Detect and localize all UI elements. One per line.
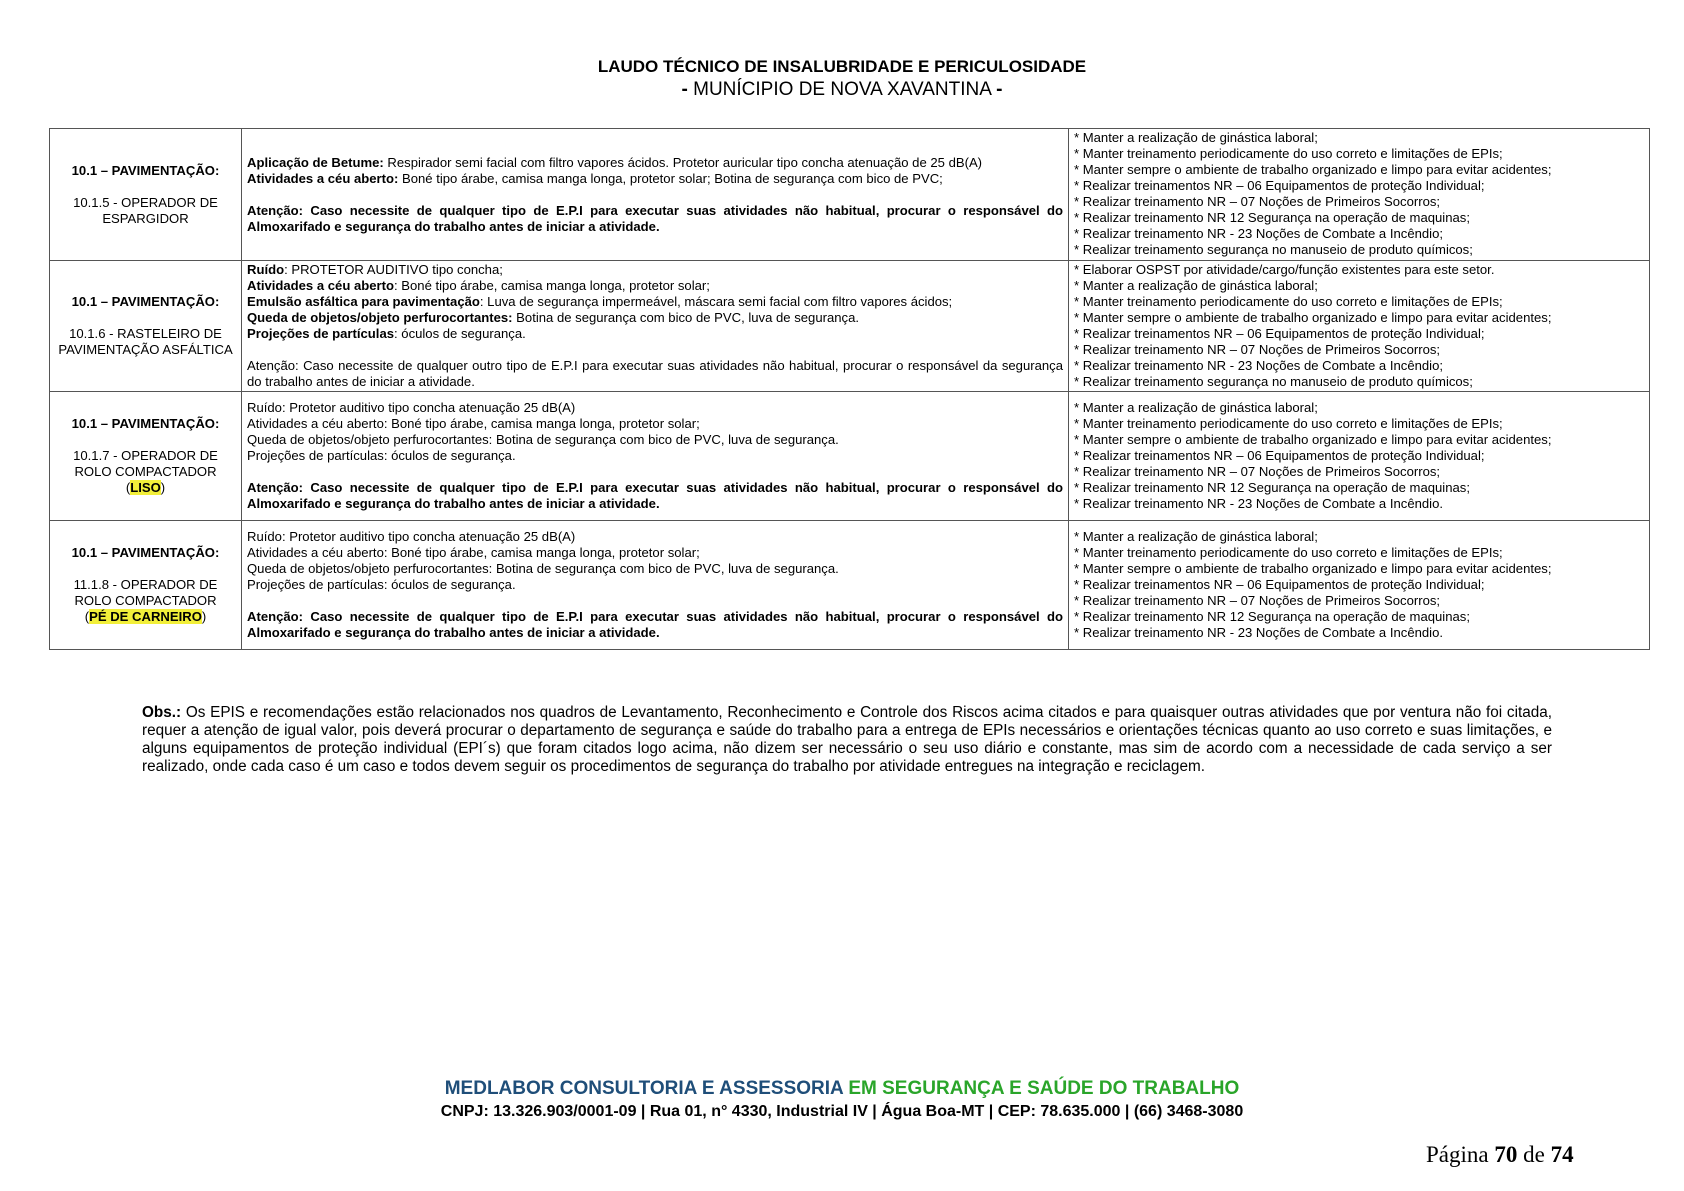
table-row [50, 392, 1650, 521]
recommendations-cell [1069, 521, 1650, 650]
epi-item: Atividades a céu aberto: Boné tipo árabe, camisa manga longa, protetor solar; Botina de segurança com bico de PVC; [247, 170, 943, 186]
recommendation-item: * Realizar treinamento NR 12 Segurança na operação de maquinas; [1074, 480, 1470, 495]
sector-label: 10.1 – PAVIMENTAÇÃO: [71, 416, 220, 431]
recommendations-cell [1069, 129, 1650, 261]
recommendation-item: * Realizar treinamento NR - 23 Noções de Combate a Incêndio; [1074, 226, 1443, 241]
function-name: 10.1.5 - OPERADOR DE [73, 194, 218, 210]
epi-item: Queda de objetos/objeto perfurocortantes: Botina de segurança com bico de PVC, luva de segurança. [247, 310, 860, 325]
epi-item: Ruído: Protetor auditivo tipo concha atenuação 25 dB(A) [247, 400, 576, 415]
recommendation-item: * Realizar treinamento NR – 07 Noções de Primeiros Socorros; [1074, 194, 1441, 209]
page-separator: de [1517, 1142, 1551, 1167]
recommendations-cell [1069, 392, 1650, 521]
table-row [50, 261, 1650, 392]
page-number [1426, 1142, 1636, 1168]
epi-cell [242, 261, 1069, 392]
function-cell [50, 261, 242, 392]
recommendation-item: * Manter sempre o ambiente de trabalho organizado e limpo para evitar acidentes; [1074, 561, 1552, 576]
company-address: CNPJ: 13.326.903/0001-09 | Rua 01, n° 4330, Industrial IV | Água Boa-MT | CEP: 78.635.000 | (66) 3468-3080 [440, 1103, 1244, 1120]
recommendation-item: * Realizar treinamento segurança no manuseio de produto químicos; [1074, 374, 1473, 389]
epi-cell [242, 129, 1069, 261]
epi-item: Projeções de partículas: óculos de segurança. [247, 577, 516, 592]
document-footer [0, 1077, 1684, 1123]
epi-cell [242, 521, 1069, 650]
function-name: ESPARGIDOR [102, 210, 189, 226]
epi-item: Atividades a céu aberto: Boné tipo árabe, camisa manga longa, protetor solar; [247, 278, 710, 293]
recommendation-item: * Manter treinamento periodicamente do uso correto e limitações de EPIs; [1074, 545, 1503, 560]
recommendation-item: * Realizar treinamento NR – 07 Noções de Primeiros Socorros; [1074, 593, 1441, 608]
epi-item: Projeções de partículas: óculos de segurança. [247, 448, 516, 463]
recommendation-item: * Manter a realização de ginástica laboral; [1074, 130, 1318, 145]
recommendation-item: * Manter sempre o ambiente de trabalho organizado e limpo para evitar acidentes; [1074, 162, 1552, 177]
recommendation-item: * Elaborar OSPST por atividade/cargo/função existentes para este setor. [1074, 262, 1495, 277]
recommendation-item: * Realizar treinamento NR – 07 Noções de Primeiros Socorros; [1074, 464, 1441, 479]
epi-item: Queda de objetos/objeto perfurocortantes: Botina de segurança com bico de PVC, luva de segurança. [247, 432, 839, 447]
recommendation-item: * Realizar treinamento segurança no manuseio de produto químicos; [1074, 242, 1473, 257]
recommendation-item: * Realizar treinamento NR - 23 Noções de Combate a Incêndio; [1074, 358, 1443, 373]
epi-item: Aplicação de Betume: Respirador semi facial com filtro vapores ácidos. Protetor auricular tipo concha atenuação de 25 dB(A) [247, 154, 983, 170]
attention-note: Atenção: Caso necessite de qualquer tipo de E.P.I para executar suas atividades não habitual, procurar o responsável do Almoxarifado e segurança do trabalho antes de iniciar a atividade. [247, 480, 1063, 511]
recommendation-item: * Manter a realização de ginástica laboral; [1074, 400, 1318, 415]
epi-table [49, 128, 1650, 650]
highlighted-variant: PÉ DE CARNEIRO [89, 609, 202, 624]
recommendation-item: * Realizar treinamento NR - 23 Noções de Combate a Incêndio. [1074, 625, 1443, 640]
attention-note: Atenção: Caso necessite de qualquer outro tipo de E.P.I para executar suas atividades não habitual, procurar o responsável da segurança do trabalho antes de iniciar a atividade. [247, 358, 1063, 389]
epi-item: Projeções de partículas: óculos de segurança. [247, 326, 526, 341]
company-name [0, 1077, 1684, 1101]
function-cell [50, 521, 242, 650]
document-subtitle [0, 78, 1684, 102]
recommendation-item: * Manter treinamento periodicamente do uso correto e limitações de EPIs; [1074, 146, 1503, 161]
function-name: 10.1.6 - RASTELEIRO DE [69, 326, 222, 341]
recommendation-item: * Manter treinamento periodicamente do uso correto e limitações de EPIs; [1074, 294, 1503, 309]
subtitle-prefix: - [681, 79, 688, 100]
observation-label: Obs.: [142, 704, 182, 721]
observation-paragraph [142, 704, 1552, 776]
epi-cell [242, 392, 1069, 521]
page-current: 70 [1494, 1142, 1518, 1167]
function-cell [50, 129, 242, 261]
function-name: 10.1.7 - OPERADOR DE [73, 448, 218, 463]
observation-text: Os EPIS e recomendações estão relacionados nos quadros de Levantamento, Reconhecimento e Controle dos Riscos acima citados e para quaisquer outras atividades que por ventura não foi citada, requer a atenção de igual valor, pois deverá procurar o departamento de segurança e saúde do trabalho para a entrega de EPIs necessários e orientações técnicas quanto ao uso correto e suas limitações, e alguns equipamentos de proteção individual (EPI´s) que foram citados logo acima, não dizem ser necessário o seu uso diário e constante, mas sim de acordo com a necessidade de cada serviço a ser realizado, onde cada caso é um caso e todos devem seguir os procedimentos de segurança do trabalho por atividade entregues na integração e reciclagem. [142, 704, 1552, 775]
recommendation-item: * Manter a realização de ginástica laboral; [1074, 529, 1318, 544]
recommendations-cell [1069, 261, 1650, 392]
function-variant: (LISO) [125, 480, 166, 495]
recommendation-item: * Manter sempre o ambiente de trabalho organizado e limpo para evitar acidentes; [1074, 310, 1552, 325]
function-name: PAVIMENTAÇÃO ASFÁLTICA [58, 342, 233, 357]
recommendation-item: * Realizar treinamentos NR – 06 Equipamentos de proteção Individual; [1074, 577, 1485, 592]
page-total: 74 [1550, 1142, 1574, 1167]
function-name: 11.1.8 - OPERADOR DE [73, 577, 218, 592]
company-name-blue: MEDLABOR CONSULTORIA E ASSESSORIA [444, 1078, 849, 1099]
recommendation-item: * Manter sempre o ambiente de trabalho organizado e limpo para evitar acidentes; [1074, 432, 1552, 447]
subtitle-text: MUNÍCIPIO DE NOVA XAVANTINA [687, 79, 997, 100]
subtitle-suffix: - [996, 79, 1003, 100]
table-row [50, 521, 1650, 650]
recommendation-item: * Realizar treinamento NR 12 Segurança na operação de maquinas; [1074, 210, 1470, 225]
function-variant: (PÉ DE CARNEIRO) [84, 609, 207, 624]
document-title: LAUDO TÉCNICO DE INSALUBRIDADE E PERICULOSIDADE [597, 57, 1087, 76]
epi-item: Atividades a céu aberto: Boné tipo árabe, camisa manga longa, protetor solar; [247, 545, 700, 560]
epi-item: Ruído: Protetor auditivo tipo concha atenuação 25 dB(A) [247, 529, 576, 544]
page-label: Página [1426, 1142, 1495, 1167]
document-header [0, 56, 1684, 102]
epi-item: Ruído: PROTETOR AUDITIVO tipo concha; [247, 262, 503, 277]
epi-item: Emulsão asfáltica para pavimentação: Luva de segurança impermeável, máscara semi facial com filtro vapores ácidos; [247, 294, 953, 309]
recommendation-item: * Manter a realização de ginástica laboral; [1074, 278, 1318, 293]
attention-note: Atenção: Caso necessite de qualquer tipo de E.P.I para executar suas atividades não habitual, procurar o responsável do Almoxarifado e segurança do trabalho antes de iniciar a atividade. [247, 609, 1063, 640]
recommendation-item: * Realizar treinamentos NR – 06 Equipamentos de proteção Individual; [1074, 178, 1485, 193]
attention-note: Atenção: Caso necessite de qualquer tipo de E.P.I para executar suas atividades não habitual, procurar o responsável do Almoxarifado e segurança do trabalho antes de iniciar a atividade. [247, 202, 1063, 234]
recommendation-item: * Realizar treinamento NR - 23 Noções de Combate a Incêndio. [1074, 496, 1443, 511]
company-name-green: EM SEGURANÇA E SAÚDE DO TRABALHO [848, 1078, 1240, 1099]
table-row [50, 129, 1650, 261]
function-name: ROLO COMPACTADOR [74, 464, 217, 479]
sector-label: 10.1 – PAVIMENTAÇÃO: [71, 545, 220, 560]
epi-item: Queda de objetos/objeto perfurocortantes: Botina de segurança com bico de PVC, luva de segurança. [247, 561, 839, 576]
recommendation-item: * Realizar treinamento NR – 07 Noções de Primeiros Socorros; [1074, 342, 1441, 357]
recommendation-item: * Realizar treinamento NR 12 Segurança na operação de maquinas; [1074, 609, 1470, 624]
sector-label: 10.1 – PAVIMENTAÇÃO: [71, 294, 220, 309]
recommendation-item: * Realizar treinamentos NR – 06 Equipamentos de proteção Individual; [1074, 448, 1485, 463]
highlighted-variant: LISO [130, 480, 161, 495]
recommendation-item: * Realizar treinamentos NR – 06 Equipamentos de proteção Individual; [1074, 326, 1485, 341]
epi-item: Atividades a céu aberto: Boné tipo árabe, camisa manga longa, protetor solar; [247, 416, 700, 431]
function-name: ROLO COMPACTADOR [74, 593, 217, 608]
recommendation-item: * Manter treinamento periodicamente do uso correto e limitações de EPIs; [1074, 416, 1503, 431]
sector-label: 10.1 – PAVIMENTAÇÃO: [71, 162, 220, 178]
function-cell [50, 392, 242, 521]
